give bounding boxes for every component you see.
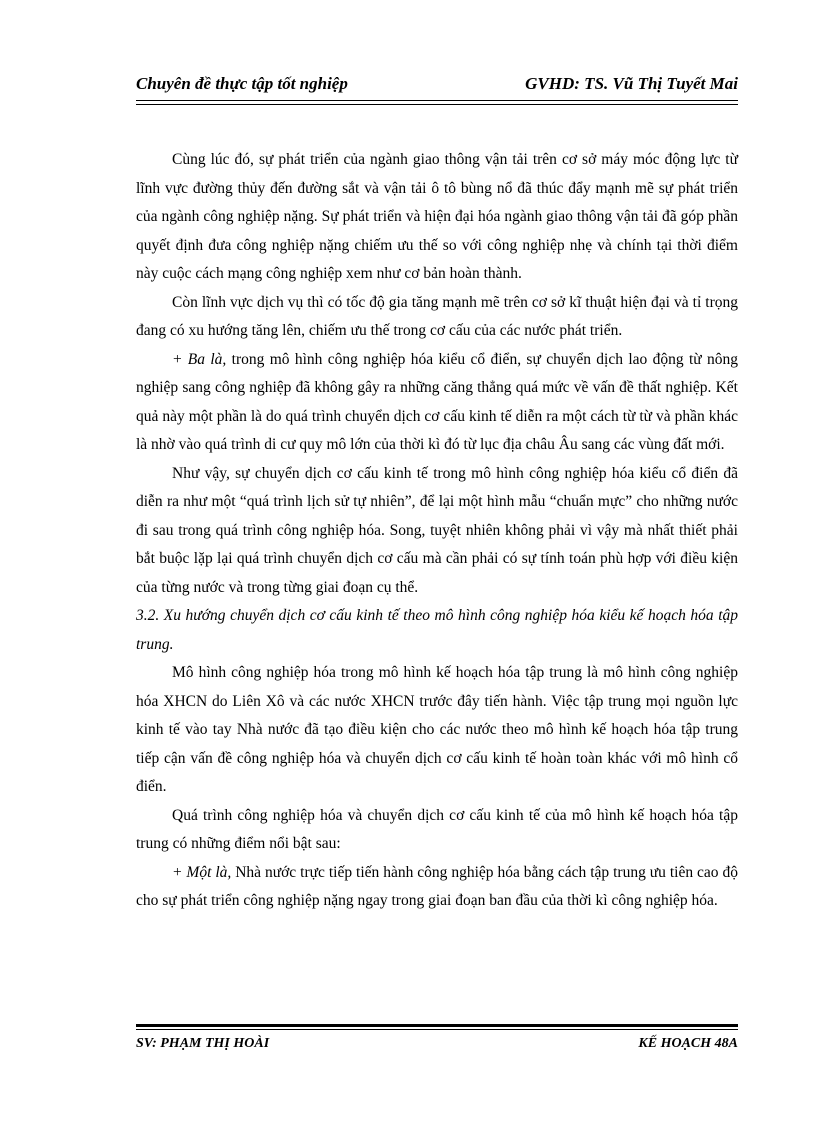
- header-rule-top: [136, 100, 738, 101]
- paragraph-text: trong mô hình công nghiệp hóa kiểu cổ điển, sự chuyển dịch lao động từ nông nghiệp sang công nghiệp đã không gây ra những căng thẳng quá mức về vấn đề thất nghiệp. Kết quả này một phần là do quá trình chuyển dịch cơ cấu kinh tế diễn ra một cách từ từ và phần khác là nhờ vào quá trình di cư quy mô lớn của thời kì đó từ lục địa châu Âu sang các vùng đất mới.: [136, 350, 739, 453]
- paragraph: Mô hình công nghiệp hóa trong mô hình kế hoạch hóa tập trung là mô hình công nghiệp hóa XHCN do Liên Xô và các nước XHCN trước đây tiến hành. Việc tập trung mọi nguồn lực kinh tế vào tay Nhà nước đã tạo điều kiện cho các nước theo mô hình kế hoạch hóa tập trung tiếp cận vấn đề công nghiệp hóa và chuyển dịch cơ cấu kinh tế hoàn toàn khác với mô hình cổ điển.: [136, 664, 738, 795]
- section-heading: 3.2. Xu hướng chuyển dịch cơ cấu kinh tế theo mô hình công nghiệp hóa kiểu kế hoạch hóa tập trung.: [136, 607, 738, 653]
- header-title: Chuyên đề thực tập tốt nghiệp: [136, 74, 348, 93]
- paragraph: Quá trình công nghiệp hóa và chuyển dịch cơ cấu kinh tế của mô hình kế hoạch hóa tập trung có những điểm nổi bật sau:: [136, 806, 738, 852]
- footer-rule-thin: [136, 1029, 738, 1030]
- paragraph: [136, 346, 738, 460]
- footer-student: SV: PHẠM THỊ HOÀI: [136, 1036, 270, 1051]
- footer-rule-thick: [136, 1024, 738, 1027]
- header-advisor: GVHD: TS. Vũ Thị Tuyết Mai: [525, 74, 738, 93]
- paragraph: Như vậy, sự chuyển dịch cơ cấu kinh tế trong mô hình công nghiệp hóa kiểu cổ điển đã diễn ra như một “quá trình lịch sử tự nhiên”, để lại một hình mẫu “chuẩn mực” cho những nước đi sau trong quá trình công nghiệp hóa. Song, tuyệt nhiên không phải vì vậy mà nhất thiết phải bắt buộc lặp lại quá trình chuyển dịch cơ cấu mà cần phải có sự tính toán phù hợp với điều kiện của từng nước và trong từng giai đoạn cụ thể.: [136, 464, 738, 596]
- body-text: [136, 146, 738, 916]
- paragraph-text: Nhà nước trực tiếp tiến hành công nghiệp hóa bằng cách tập trung ưu tiên cao độ cho sự phát triển công nghiệp nặng ngay trong giai đoạn ban đầu của thời kì công nghiệp hóa.: [136, 863, 738, 909]
- footer-class: KẾ HOẠCH 48A: [638, 1036, 738, 1051]
- paragraph: Cùng lúc đó, sự phát triển của ngành giao thông vận tải trên cơ sở máy móc động lực từ lĩnh vực đường thủy đến đường sắt và vận tải ô tô bùng nổ đã thúc đẩy mạnh mẽ sự phát triển của ngành công nghiệp nặng. Sự phát triển và hiện đại hóa ngành giao thông vận tải đã góp phần quyết định đưa công nghiệp nặng chiếm ưu thế so với công nghiệp nhẹ và chính tại thời điểm này cuộc cách mạng công nghiệp xem như cơ bản hoàn thành.: [136, 151, 738, 282]
- paragraph-lead: + Một là,: [172, 863, 232, 881]
- paragraph: [136, 859, 738, 916]
- paragraph-lead: + Ba là,: [172, 350, 227, 368]
- paragraph: Còn lĩnh vực dịch vụ thì có tốc độ gia tăng mạnh mẽ trên cơ sở kĩ thuật hiện đại và tỉ trọng đang có xu hướng tăng lên, chiếm ưu thế trong cơ cấu của các nước phát triển.: [136, 293, 738, 339]
- page-header: [136, 72, 738, 98]
- header-rule-bottom: [136, 104, 738, 105]
